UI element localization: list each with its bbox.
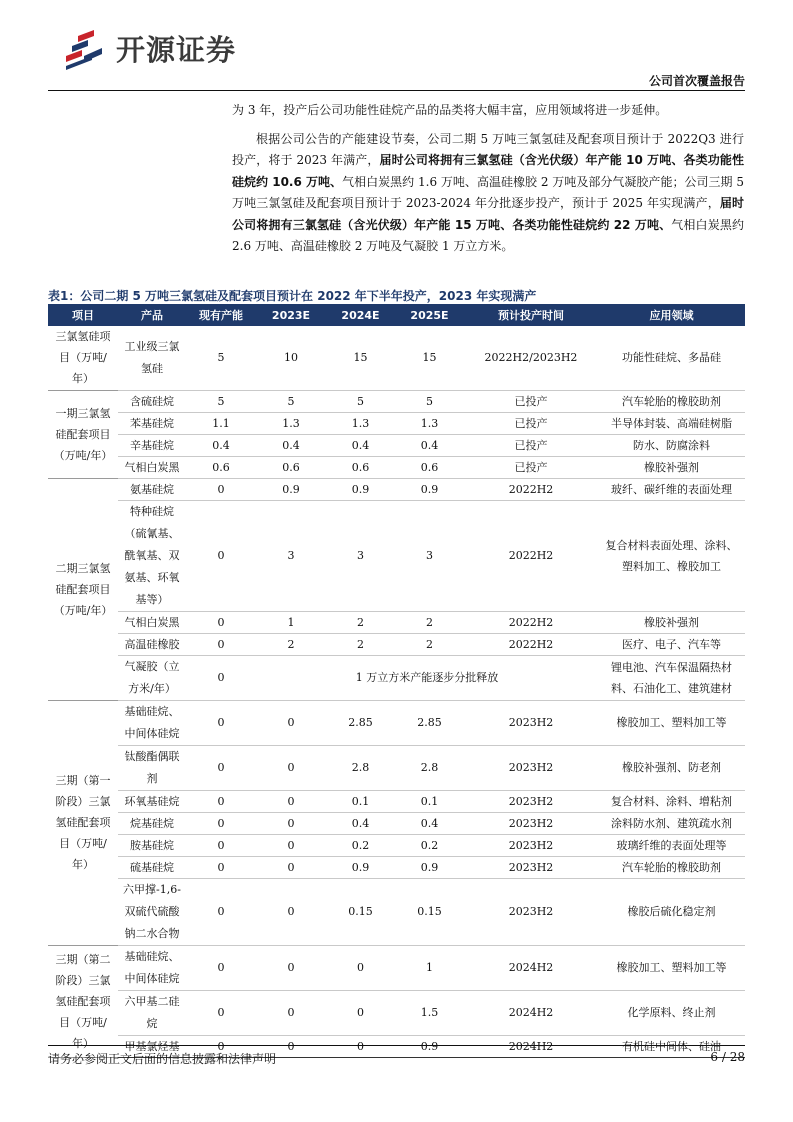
page-number: 6 / 28 bbox=[710, 1050, 745, 1064]
y2025-cell: 2 bbox=[395, 611, 464, 633]
y2023-cell: 0 bbox=[256, 812, 326, 834]
time-cell: 2022H2 bbox=[464, 478, 598, 500]
y2023-cell: 3 bbox=[256, 500, 326, 611]
product-cell: 特种硅烷（硫氰基、酰氧基、双氨基、环氧基等） bbox=[118, 500, 186, 611]
y2023-cell: 0.9 bbox=[256, 478, 326, 500]
current-cell: 0.4 bbox=[186, 434, 256, 456]
col-header-application: 应用领域 bbox=[598, 304, 745, 326]
y2023-cell: 0 bbox=[256, 945, 326, 990]
current-cell: 0 bbox=[186, 655, 256, 700]
table-title: 表1：公司二期 5 万吨三氯氢硅及配套项目预计在 2022 年下半年投产，2023 年实现满产 bbox=[48, 289, 537, 303]
time-cell: 2023H2 bbox=[464, 834, 598, 856]
application-cell: 半导体封装、高端硅树脂 bbox=[598, 412, 745, 434]
current-cell: 0 bbox=[186, 945, 256, 990]
y2024-cell: 0 bbox=[326, 990, 395, 1035]
current-cell: 1.1 bbox=[186, 412, 256, 434]
table-row bbox=[48, 700, 745, 745]
paragraph-2-bold-b: 届时公司将拥有三氯氢硅（含光伏级）年产能 15 万吨、各类功能性硅烷约 22 万吨、 bbox=[232, 196, 744, 232]
y2023-cell: 1 bbox=[256, 611, 326, 633]
y2023-cell: 0.6 bbox=[256, 456, 326, 478]
y2025-cell: 0.2 bbox=[395, 834, 464, 856]
application-cell: 橡胶补强剂 bbox=[598, 456, 745, 478]
y2025-cell: 1.5 bbox=[395, 990, 464, 1035]
brand-logo-icon bbox=[62, 26, 108, 70]
current-cell: 0 bbox=[186, 990, 256, 1035]
current-cell: 0 bbox=[186, 834, 256, 856]
paragraph-1: 为 3 年，投产后公司功能性硅烷产品的品类将大幅丰富，应用领域将进一步延伸。 bbox=[232, 103, 668, 117]
y2023-cell: 10 bbox=[256, 326, 326, 390]
application-cell: 汽车轮胎的橡胶助剂 bbox=[598, 856, 745, 878]
table-row bbox=[48, 878, 745, 945]
application-cell: 橡胶补强剂、防老剂 bbox=[598, 745, 745, 790]
y2024-cell: 0.2 bbox=[326, 834, 395, 856]
y2025-cell: 0.4 bbox=[395, 434, 464, 456]
application-cell: 有机硅中间体、硅油 bbox=[598, 1035, 745, 1057]
table-row bbox=[48, 745, 745, 790]
table-row bbox=[48, 456, 745, 478]
application-cell: 功能性硅烷、多晶硅 bbox=[598, 326, 745, 390]
product-cell: 硫基硅烷 bbox=[118, 856, 186, 878]
y2025-cell: 0.9 bbox=[395, 856, 464, 878]
brand-name: 开源证券 bbox=[116, 32, 237, 67]
current-cell: 0 bbox=[186, 611, 256, 633]
table-row bbox=[48, 390, 745, 412]
product-cell: 高温硅橡胶 bbox=[118, 633, 186, 655]
y2023-cell: 0 bbox=[256, 790, 326, 812]
y2024-cell: 2.8 bbox=[326, 745, 395, 790]
product-cell: 六甲基二硅烷 bbox=[118, 990, 186, 1035]
y2023-cell: 1.3 bbox=[256, 412, 326, 434]
y2024-cell: 0.15 bbox=[326, 878, 395, 945]
table-row bbox=[48, 434, 745, 456]
col-header-2024e: 2024E bbox=[326, 304, 395, 326]
time-cell: 2023H2 bbox=[464, 745, 598, 790]
merged-capacity-cell: 1 万立方米产能逐步分批释放 bbox=[256, 655, 598, 700]
table-row bbox=[48, 326, 745, 390]
application-cell: 汽车轮胎的橡胶助剂 bbox=[598, 390, 745, 412]
paragraph-2-part-e: 气相白炭黑约 2.6 万吨、高温硅橡胶 2 万吨及气凝胶 1 万立方米。 bbox=[232, 217, 744, 253]
product-cell: 基础硅烷、中间体硅烷 bbox=[118, 945, 186, 990]
col-header-2023e: 2023E bbox=[256, 304, 326, 326]
current-cell: 0.6 bbox=[186, 456, 256, 478]
body-text bbox=[232, 100, 744, 258]
time-cell: 已投产 bbox=[464, 456, 598, 478]
y2024-cell: 2.85 bbox=[326, 700, 395, 745]
header-divider bbox=[48, 90, 745, 91]
y2023-cell: 0 bbox=[256, 834, 326, 856]
current-cell: 0 bbox=[186, 745, 256, 790]
application-cell: 化学原料、终止剂 bbox=[598, 990, 745, 1035]
product-cell: 气相白炭黑 bbox=[118, 611, 186, 633]
time-cell: 2024H2 bbox=[464, 990, 598, 1035]
table-row bbox=[48, 812, 745, 834]
application-cell: 防水、防腐涂料 bbox=[598, 434, 745, 456]
application-cell: 涂料防水剂、建筑疏水剂 bbox=[598, 812, 745, 834]
product-cell: 辛基硅烷 bbox=[118, 434, 186, 456]
table-header-row bbox=[48, 304, 745, 326]
product-cell: 六甲撑-1,6-双硫代硫酸钠二水合物 bbox=[118, 878, 186, 945]
product-cell: 工业级三氯氢硅 bbox=[118, 326, 186, 390]
time-cell: 2023H2 bbox=[464, 790, 598, 812]
y2025-cell: 2.8 bbox=[395, 745, 464, 790]
application-cell: 医疗、电子、汽车等 bbox=[598, 633, 745, 655]
y2023-cell: 0 bbox=[256, 990, 326, 1035]
application-cell: 锂电池、汽车保温隔热材料、石油化工、建筑建材 bbox=[598, 655, 745, 700]
current-cell: 0 bbox=[186, 478, 256, 500]
col-header-project: 项目 bbox=[48, 304, 118, 326]
y2023-cell: 2 bbox=[256, 633, 326, 655]
current-cell: 0 bbox=[186, 812, 256, 834]
time-cell: 2024H2 bbox=[464, 1035, 598, 1057]
current-cell: 0 bbox=[186, 878, 256, 945]
current-cell: 0 bbox=[186, 1035, 256, 1057]
product-cell: 气凝胶（立方米/年） bbox=[118, 655, 186, 700]
product-cell: 含硫硅烷 bbox=[118, 390, 186, 412]
paragraph-2 bbox=[232, 129, 744, 258]
time-cell: 2022H2 bbox=[464, 500, 598, 611]
y2025-cell: 15 bbox=[395, 326, 464, 390]
table-row bbox=[48, 834, 745, 856]
y2025-cell: 0.9 bbox=[395, 478, 464, 500]
footer-disclaimer: 请务必参阅正文后面的信息披露和法律声明 bbox=[48, 1052, 277, 1066]
y2023-cell: 0.4 bbox=[256, 434, 326, 456]
application-cell: 玻纤、碳纤维的表面处理 bbox=[598, 478, 745, 500]
group-cell: 三氯氢硅项目（万吨/年） bbox=[48, 326, 118, 390]
y2024-cell: 5 bbox=[326, 390, 395, 412]
table-row bbox=[48, 412, 745, 434]
y2025-cell: 2.85 bbox=[395, 700, 464, 745]
time-cell: 已投产 bbox=[464, 390, 598, 412]
footer-divider bbox=[48, 1045, 745, 1046]
y2023-cell: 0 bbox=[256, 700, 326, 745]
col-header-product: 产品 bbox=[118, 304, 186, 326]
product-cell: 基础硅烷、中间体硅烷 bbox=[118, 700, 186, 745]
col-header-2025e: 2025E bbox=[395, 304, 464, 326]
y2024-cell: 15 bbox=[326, 326, 395, 390]
product-cell: 钛酸酯偶联剂 bbox=[118, 745, 186, 790]
y2025-cell: 0.6 bbox=[395, 456, 464, 478]
brand-logo bbox=[62, 26, 236, 70]
y2025-cell: 3 bbox=[395, 500, 464, 611]
table-row bbox=[48, 478, 745, 500]
y2024-cell: 0.9 bbox=[326, 478, 395, 500]
current-cell: 5 bbox=[186, 390, 256, 412]
current-cell: 0 bbox=[186, 856, 256, 878]
time-cell: 2022H2 bbox=[464, 611, 598, 633]
y2024-cell: 0.4 bbox=[326, 812, 395, 834]
product-cell: 氨基硅烷 bbox=[118, 478, 186, 500]
application-cell: 橡胶加工、塑料加工等 bbox=[598, 945, 745, 990]
group-cell: 二期三氯氢硅配套项目（万吨/年） bbox=[48, 478, 118, 700]
y2024-cell: 0.6 bbox=[326, 456, 395, 478]
time-cell: 2023H2 bbox=[464, 812, 598, 834]
report-type-label: 公司首次覆盖报告 bbox=[648, 74, 745, 88]
y2024-cell: 1.3 bbox=[326, 412, 395, 434]
y2024-cell: 0.1 bbox=[326, 790, 395, 812]
y2024-cell: 0 bbox=[326, 945, 395, 990]
time-cell: 已投产 bbox=[464, 434, 598, 456]
y2024-cell: 2 bbox=[326, 633, 395, 655]
paragraph-2-part-a: 根据公司公告的产能建设节奏，公司二期 5 万吨三氯氢硅及配套项目预计于 2022Q3 进行投产，将于 2023 年满产， bbox=[232, 131, 744, 167]
table-row bbox=[48, 633, 745, 655]
table-row bbox=[48, 856, 745, 878]
table-row bbox=[48, 611, 745, 633]
y2024-cell: 0 bbox=[326, 1035, 395, 1057]
product-cell: 甲基氯烃基 bbox=[118, 1035, 186, 1057]
product-cell: 胺基硅烷 bbox=[118, 834, 186, 856]
table-row bbox=[48, 790, 745, 812]
y2024-cell: 0.9 bbox=[326, 856, 395, 878]
y2024-cell: 2 bbox=[326, 611, 395, 633]
current-cell: 5 bbox=[186, 326, 256, 390]
y2023-cell: 5 bbox=[256, 390, 326, 412]
table-row bbox=[48, 990, 745, 1035]
group-cell: 三期（第二阶段）三氯氢硅配套项目（万吨/年） bbox=[48, 945, 118, 1057]
y2023-cell: 0 bbox=[256, 878, 326, 945]
application-cell: 玻璃纤维的表面处理等 bbox=[598, 834, 745, 856]
y2025-cell: 0.4 bbox=[395, 812, 464, 834]
time-cell: 2023H2 bbox=[464, 878, 598, 945]
current-cell: 0 bbox=[186, 700, 256, 745]
y2025-cell: 0.15 bbox=[395, 878, 464, 945]
time-cell: 2022H2/2023H2 bbox=[464, 326, 598, 390]
y2024-cell: 3 bbox=[326, 500, 395, 611]
current-cell: 0 bbox=[186, 633, 256, 655]
y2025-cell: 1.3 bbox=[395, 412, 464, 434]
time-cell: 2024H2 bbox=[464, 945, 598, 990]
application-cell: 橡胶后硫化稳定剂 bbox=[598, 878, 745, 945]
current-cell: 0 bbox=[186, 790, 256, 812]
product-cell: 烷基硅烷 bbox=[118, 812, 186, 834]
product-cell: 环氧基硅烷 bbox=[118, 790, 186, 812]
application-cell: 橡胶补强剂 bbox=[598, 611, 745, 633]
application-cell: 复合材料表面处理、涂料、塑料加工、橡胶加工 bbox=[598, 500, 745, 611]
product-cell: 气相白炭黑 bbox=[118, 456, 186, 478]
group-cell: 一期三氯氢硅配套项目（万吨/年） bbox=[48, 390, 118, 478]
table-row bbox=[48, 500, 745, 611]
y2024-cell: 0.4 bbox=[326, 434, 395, 456]
col-header-start-time: 预计投产时间 bbox=[464, 304, 598, 326]
y2025-cell: 0.9 bbox=[395, 1035, 464, 1057]
col-header-current: 现有产能 bbox=[186, 304, 256, 326]
time-cell: 2022H2 bbox=[464, 633, 598, 655]
y2023-cell: 0 bbox=[256, 1035, 326, 1057]
paragraph-2-part-c: 气相白炭黑约 1.6 万吨、高温硅橡胶 2 万吨及部分气凝胶产能；公司三期 5 万吨三氯氢硅及配套项目预计于 2023-2024 年分批逐步投产，预计于 2025 年实现满产， bbox=[232, 174, 744, 210]
capacity-table bbox=[48, 304, 745, 1058]
y2025-cell: 2 bbox=[395, 633, 464, 655]
group-cell: 三期（第一阶段）三氯氢硅配套项目（万吨/年） bbox=[48, 700, 118, 945]
y2023-cell: 0 bbox=[256, 856, 326, 878]
application-cell: 复合材料、涂料、增粘剂 bbox=[598, 790, 745, 812]
product-cell: 苯基硅烷 bbox=[118, 412, 186, 434]
time-cell: 2023H2 bbox=[464, 856, 598, 878]
application-cell: 橡胶加工、塑料加工等 bbox=[598, 700, 745, 745]
y2025-cell: 5 bbox=[395, 390, 464, 412]
time-cell: 2023H2 bbox=[464, 700, 598, 745]
y2023-cell: 0 bbox=[256, 745, 326, 790]
y2025-cell: 0.1 bbox=[395, 790, 464, 812]
current-cell: 0 bbox=[186, 500, 256, 611]
time-cell: 已投产 bbox=[464, 412, 598, 434]
table-row bbox=[48, 655, 745, 700]
paragraph-2-bold-a: 届时公司将拥有三氯氢硅（含光伏级）年产能 10 万吨、各类功能性硅烷约 10.6 万吨、 bbox=[232, 153, 744, 189]
table-row bbox=[48, 945, 745, 990]
y2025-cell: 1 bbox=[395, 945, 464, 990]
